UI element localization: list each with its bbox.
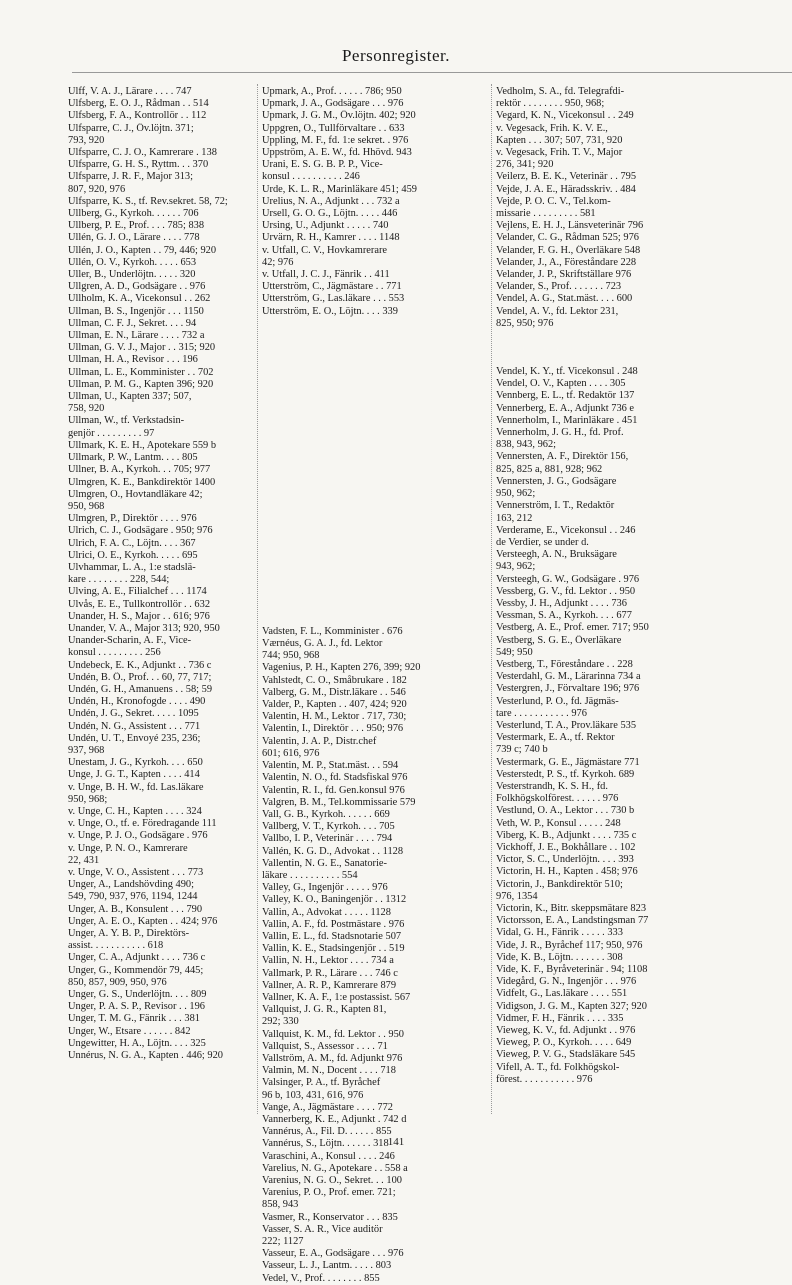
register-entry: Vallentin, N. G. E., Sanatorie- — [262, 857, 387, 869]
register-entry: Varaschini, A., Konsul . . . . 246 — [262, 1150, 395, 1162]
header-rule — [72, 72, 792, 73]
register-entry: Ullman, H. A., Revisor . . . 196 — [68, 354, 198, 366]
register-entry: Undén, U. T., Envoyé 235, 236; — [68, 732, 201, 744]
register-entry: Vedel, V., Prof. . . . . . . . 855 — [262, 1272, 380, 1284]
register-entry: Ulvås, E. E., Tullkontrollör . . 632 — [68, 598, 211, 610]
register-entry: Vesterlund, P. O., fd. Jägmäs- — [496, 695, 619, 707]
register-entry: Ullman, G. V. J., Major . . 315; 920 — [68, 342, 216, 354]
register-entry: Vessberg, G. V., fd. Lektor . . 950 — [496, 585, 636, 597]
register-entry: Vidigson, J. G. M., Kapten 327; 920 — [496, 1000, 647, 1012]
register-entry: Vasser, S. A. R., Vice auditör — [262, 1223, 383, 1235]
register-entry: v. Unge, P. N. O., Kamrerare — [68, 842, 188, 854]
register-entry: v. Unge, V. O., Assistent . . . 773 — [68, 867, 204, 878]
register-entry: Unger, P. A. S. P., Revisor . . 196 — [68, 1001, 205, 1013]
register-entry: Valentin, H. M., Lektor . 717, 730; — [262, 711, 407, 723]
register-entry: v. Utfall, J. C. J., Fänrik . . 411 — [262, 269, 390, 281]
register-entry: Videgård, G. N., Ingenjör . . . 976 — [496, 976, 637, 988]
register-entry: Unge, J. G. T., Kapten . . . . 414 — [68, 769, 200, 781]
register-entry: Unger, A. Y. B. P., Direktörs- — [68, 928, 190, 940]
register-entry: Unger, A. E. O., Kapten . . 424; 976 — [68, 915, 218, 927]
register-entry: v. Utfall, C. V., Hovkamrerare — [262, 244, 388, 256]
register-entry: Unander, H. S., Major . . 616; 976 — [68, 610, 210, 622]
register-entry: Vejde, J. A. E., Häradsskriv. . 484 — [496, 183, 636, 195]
register-entry: Vide, J. R., Byråchef 117; 950, 976 — [496, 939, 643, 951]
register-entry: Valley, G., Ingenjör . . . . . 976 — [262, 882, 388, 894]
register-entry: Valentin, R. I., fd. Gen.konsul 976 — [262, 784, 405, 796]
register-entry: Vallén, K. G. D., Advokat . . 1128 — [262, 845, 404, 857]
register-entry: Vendel, O. V., Kapten . . . . 305 — [496, 378, 626, 390]
register-entry: Ulvhammar, L. A., 1:e stadslä- — [68, 561, 196, 573]
register-entry: Ulmgren, P., Direktör . . . . 976 — [68, 513, 197, 525]
register-entry: Valmin, M. N., Docent . . . . 718 — [262, 1065, 396, 1077]
register-entry: 96 b, 103, 431, 616, 976 — [262, 1089, 364, 1101]
register-entry: Ulfsberg, F. A., Kontrollör . . 112 — [68, 110, 207, 122]
register-entry: Vallquist, J. G. R., Kapten 81, — [262, 1004, 387, 1016]
register-entry: Vannerberg, K. E., Adjunkt . 742 d — [262, 1113, 407, 1125]
register-entry: Ulrich, C. J., Godsägare . 950; 976 — [68, 525, 213, 537]
register-entry: Ulfsparre, C. J., Öv.löjtn. 371; — [68, 122, 194, 134]
register-entry: 163, 212 — [496, 512, 533, 524]
register-entry: Utterström, E. O., Löjtn. . . . 339 — [262, 305, 398, 317]
register-entry: Vallbo, I. P., Veterinär . . . . 794 — [262, 833, 393, 845]
register-entry: de Verdier, se under d. — [496, 536, 589, 548]
register-entry: Urani, E. S. G. B. P. P., Vice- — [262, 159, 383, 171]
register-entry: Unger, A., Landshövding 490; — [68, 879, 194, 891]
register-entry: Vestermark, E. A., tf. Rektor — [496, 732, 615, 744]
register-entry: Uller, B., Underlöjtn. . . . . 320 — [68, 269, 196, 281]
register-entry: 858, 943 — [262, 1199, 299, 1211]
register-entry: Undén, G. H., Amanuens . . 58; 59 — [68, 683, 213, 695]
register-entry: Vieweg, P. O., Kyrkoh. . . . . 649 — [496, 1037, 632, 1049]
register-entry: Ullman, C. F. J., Sekret. . . . 94 — [68, 317, 197, 329]
register-entry: Vallin, A. F., fd. Postmästare . 976 — [262, 918, 405, 930]
register-entry: Vesterdahl, G. M., Lärarinna 734 a — [496, 671, 641, 683]
register-entry: 838, 943, 962; — [496, 439, 557, 451]
register-entry: Ullholm, K. A., Vicekonsul . . 262 — [68, 293, 211, 305]
register-entry: Vestberg, T., Föreståndare . . 228 — [496, 658, 633, 670]
register-entry: Ulfsparre, J. R. F., Major 313; — [68, 171, 193, 183]
register-column-1 — [68, 86, 252, 1062]
register-entry: missarie . . . . . . . . . 581 — [496, 208, 596, 220]
register-entry: Velander, C. G., Rådman 525; 976 — [496, 232, 640, 244]
register-entry: 943, 962; — [496, 561, 536, 573]
register-entry: Ungewitter, H. A., Löjtn. . . . 325 — [68, 1037, 206, 1049]
register-entry: Vidmer, F. H., Fänrik . . . . 335 — [496, 1012, 624, 1024]
register-entry: förest. . . . . . . . . . . 976 — [496, 1073, 593, 1085]
register-entry: Ulfsberg, E. O. J., Rådman . . 514 — [68, 98, 209, 110]
register-entry: 793, 920 — [68, 134, 105, 146]
column-divider — [491, 84, 492, 1114]
register-entry: Unger, G., Kommendör 79, 445; — [68, 964, 204, 976]
register-entry: Victorin, J., Bankdirektör 510; — [496, 878, 623, 890]
register-entry: 950, 968; — [68, 793, 108, 805]
register-entry: Ullman, B. S., Ingenjör . . . 1150 — [68, 305, 204, 317]
register-entry: Viberg, K. B., Adjunkt . . . . 735 c — [496, 829, 637, 841]
register-entry: Ulving, A. E., Filialchef . . . 1174 — [68, 586, 207, 598]
register-entry: Versteegh, G. W., Godsägare . 976 — [496, 573, 640, 585]
register-entry: Vestberg, S. G. E., Överläkare — [496, 634, 622, 646]
register-entry: Vejde, P. O. C. V., Tel.kom- — [496, 195, 611, 207]
register-entry: Vesterstrandh, K. S. H., fd. — [496, 780, 608, 792]
register-entry: konsul . . . . . . . . . 256 — [68, 647, 161, 659]
register-entry: 937, 968 — [68, 744, 105, 756]
register-entry: Vieweg, P. V. G., Stadsläkare 545 — [496, 1049, 636, 1061]
register-entry: läkare . . . . . . . . . . 554 — [262, 869, 358, 881]
register-entry: Vennerström, I. T., Redaktör — [496, 500, 615, 512]
register-entry: Veilerz, B. E. K., Veterinär . . 795 — [496, 171, 637, 183]
register-entry: Folkhögskolförest. . . . . . 976 — [496, 793, 619, 805]
register-entry: Varelius, N. G., Apotekare . . 558 a — [262, 1162, 408, 1174]
register-entry: Vendel, A. G., Stat.mäst. . . . 600 — [496, 293, 633, 305]
register-entry: Utterström, G., Las.läkare . . . 553 — [262, 293, 405, 305]
register-entry: Vejlens, E. H. J., Länsveterinär 796 — [496, 220, 644, 232]
register-entry: Valentin, J. A. P., Distr.chef — [262, 735, 377, 747]
register-entry: Ulmgren, O., Hovtandläkare 42; — [68, 488, 203, 500]
register-entry: Unger, C. A., Adjunkt . . . . 736 c — [68, 952, 206, 964]
register-entry: Vasmer, R., Konservator . . . 835 — [262, 1211, 398, 1223]
register-entry: Vessby, J. H., Adjunkt . . . . 736 — [496, 597, 627, 609]
register-entry: Vestermark, G. E., Jägmästare 771 — [496, 756, 640, 768]
register-entry: Vickhoff, J. E., Bokhållare . . 102 — [496, 841, 636, 853]
register-entry: Vannérus, S., Löjtn. . . . . . 318 — [262, 1138, 389, 1150]
register-entry: Veth, W. P., Konsul . . . . . 248 — [496, 817, 621, 829]
register-entry: Valder, P., Kapten . . 407, 424; 920 — [262, 699, 407, 711]
register-entry: Unger, T. M. G., Fänrik . . . 381 — [68, 1013, 200, 1025]
register-entry: tare . . . . . . . . . . . 976 — [496, 707, 587, 719]
register-entry: 549; 950 — [496, 646, 533, 658]
register-entry: Varenius, P. O., Prof. emer. 721; — [262, 1187, 396, 1199]
register-entry: Varenius, N. G. O., Sekret. . . 100 — [262, 1175, 402, 1186]
register-entry: Victorin, K., Bitr. skeppsmätare 823 — [496, 903, 647, 914]
register-entry: Vennerholm, J. G. H., fd. Prof. — [496, 427, 624, 439]
register-entry: Upmark, J. G. M., Öv.löjtn. 402; 920 — [262, 110, 416, 122]
register-entry: Undebeck, E. K., Adjunkt . . 736 c — [68, 659, 212, 671]
register-entry: Vallquist, K. M., fd. Lektor . . 950 — [262, 1028, 404, 1040]
register-entry: Urde, K. L. R., Marinläkare 451; 459 — [262, 183, 417, 195]
register-entry: 42; 976 — [262, 256, 294, 268]
register-entry: assist. . . . . . . . . . . 618 — [68, 940, 164, 952]
register-entry: Urelius, N. A., Adjunkt . . . 732 a — [262, 195, 400, 207]
register-entry: Vennersten, A. F., Direktör 156, — [496, 451, 629, 463]
register-entry: 222; 1127 — [262, 1236, 304, 1248]
register-entry: Unnérus, N. G. A., Kapten . 446; 920 — [68, 1050, 223, 1062]
register-entry: Vendel, K. Y., tf. Vicekonsul . 248 — [496, 366, 638, 378]
register-entry: 549, 790, 937, 976, 1194, 1244 — [68, 891, 198, 903]
register-entry: Vahlstedt, C. O., Småbrukare . 182 — [262, 674, 407, 686]
register-entry: Vide, K. B., Löjtn. . . . . . . 308 — [496, 951, 623, 963]
register-entry: 807, 920, 976 — [68, 183, 126, 195]
register-entry: Ulfsparre, C. J. O., Kamrerare . 138 — [68, 147, 217, 159]
register-entry: Ullman, W., tf. Verkstadsin- — [68, 415, 185, 427]
register-entry: Vedholm, S. A., fd. Telegrafdi- — [496, 86, 625, 97]
register-entry: Upmark, A., Prof. . . . . . 786; 950 — [262, 86, 402, 97]
register-entry: Ursell, G. O. G., Löjtn. . . . . 446 — [262, 208, 398, 220]
register-entry: Vallner, K. A. F., 1:e postassist. 567 — [262, 991, 411, 1003]
register-entry: Vestergren, J., Förvaltare 196; 976 — [496, 683, 640, 695]
register-entry: Uppgren, O., Tullförvaltare . . 633 — [262, 122, 405, 134]
register-entry: Vidfelt, G., Las.läkare . . . . 551 — [496, 988, 628, 1000]
register-entry: Valentin, N. O., fd. Stadsfiskal 976 — [262, 772, 408, 784]
register-entry: Ullman, L. E., Komminister . . 702 — [68, 366, 214, 378]
register-entry: Vendel, A. V., fd. Lektor 231, — [496, 305, 619, 317]
register-entry: Vallström, A. M., fd. Adjunkt 976 — [262, 1052, 403, 1064]
register-entry: Værnéus, G. A. J., fd. Lektor — [262, 638, 383, 650]
register-entry: Ulrici, O. E., Kyrkoh. . . . . 695 — [68, 549, 198, 561]
register-entry: Uppling, M. F., fd. 1:e sekret. . 976 — [262, 134, 409, 146]
register-entry: Verderame, E., Vicekonsul . . 246 — [496, 524, 636, 536]
register-entry: Ullén, O. V., Kyrkoh. . . . . 653 — [68, 256, 197, 268]
register-entry: 739 c; 740 b — [496, 744, 548, 756]
register-entry: Vallin, A., Advokat . . . . . 1128 — [262, 906, 391, 918]
register-column-2 — [262, 86, 488, 1285]
register-entry: 601; 616, 976 — [262, 747, 320, 759]
register-entry: Ulfsparre, K. S., tf. Rev.sekret. 58, 72; — [68, 195, 228, 207]
register-entry: Ullén, G. J. O., Lärare . . . . 778 — [68, 232, 200, 244]
page-number: 141 — [387, 1136, 405, 1148]
register-entry: Vallner, A. R. P., Kamrerare 879 — [262, 979, 397, 991]
register-entry: Uppström, A. E. W., fd. Hhövd. 943 — [262, 147, 412, 159]
register-entry: Ullgren, A. D., Godsägare . . 976 — [68, 281, 206, 293]
register-entry: Vennerberg, E. A., Adjunkt 736 e — [496, 402, 635, 414]
register-entry: Vadsten, F. L., Komminister . 676 — [262, 625, 403, 637]
register-entry: Vessman, S. A., Kyrkoh. . . . 677 — [496, 610, 632, 622]
register-entry: Ulfsparre, G. H. S., Ryttm. . . 370 — [68, 159, 209, 171]
register-entry: Vesterlund, T. A., Prov.läkare 535 — [496, 719, 637, 731]
register-entry: Urvärn, R. H., Kamrer . . . . 1148 — [262, 232, 400, 244]
register-entry: 292; 330 — [262, 1016, 299, 1028]
register-entry: Vall, G. B., Kyrkoh. . . . . . 669 — [262, 808, 390, 820]
register-entry: genjör . . . . . . . . . 97 — [68, 427, 155, 439]
register-entry: rektör . . . . . . . . 950, 968; — [496, 98, 605, 110]
register-entry: Ullberg, G., Kyrkoh. . . . . . 706 — [68, 208, 199, 220]
register-entry: 950, 968 — [68, 500, 105, 512]
register-entry: Ullmark, K. E. H., Apotekare 559 b — [68, 439, 217, 451]
register-entry: 850, 857, 909, 950, 976 — [68, 976, 167, 988]
register-entry: Unestam, J. G., Kyrkoh. . . . 650 — [68, 757, 203, 769]
register-entry: Ullberg, P. E., Prof. . . . 785; 838 — [68, 220, 205, 232]
register-entry: Valgren, B. M., Tel.kommissarie 579 — [262, 796, 416, 808]
register-entry: Victorsson, E. A., Landstingsman 77 — [496, 915, 649, 927]
register-entry: Undén, B. Ö., Prof. . . 60, 77, 717; — [68, 671, 212, 683]
register-entry: v. Unge, C. H., Kapten . . . . 324 — [68, 805, 202, 817]
register-entry: 825, 950; 976 — [496, 317, 554, 329]
register-entry: v. Vegesack, Frih. T. V., Major — [496, 147, 623, 159]
page-title: Personregister. — [341, 46, 451, 65]
register-entry: Unger, A. B., Konsulent . . . 790 — [68, 903, 203, 915]
register-entry: Vallquist, S., Assessor . . . . 71 — [262, 1040, 388, 1052]
register-entry: Victorin, H. H., Kapten . 458; 976 — [496, 866, 638, 878]
register-entry: 976, 1354 — [496, 890, 538, 902]
register-entry: Ullman, E. N., Lärare . . . . 732 a — [68, 330, 205, 342]
register-entry: Undén, N. G., Assistent . . . 771 — [68, 720, 201, 732]
register-entry: 950, 962; — [496, 488, 536, 500]
register-entry: Velander, S., Prof. . . . . . . 723 — [496, 281, 622, 293]
register-entry: Unander-Scharin, A. F., Vice- — [68, 635, 192, 647]
register-entry: Ulmgren, K. E., Bankdirektör 1400 — [68, 476, 216, 488]
register-entry: Unander, V. A., Major 313; 920, 950 — [68, 622, 220, 634]
register-entry: Vennberg, E. L., tf. Redaktör 137 — [496, 390, 635, 402]
register-entry: Vifell, A. T., fd. Folkhögskol- — [496, 1061, 620, 1073]
register-entry: Utterström, C., Jägmästare . . 771 — [262, 281, 402, 293]
register-entry: Vieweg, K. V., fd. Adjunkt . . 976 — [496, 1025, 636, 1037]
register-entry: Vesterstedt, P. S., tf. Kyrkoh. 689 — [496, 768, 635, 780]
register-entry: Vagenius, P. H., Kapten 276, 399; 920 — [262, 662, 421, 674]
register-entry: Vegard, K. N., Vicekonsul . . 249 — [496, 110, 634, 122]
register-entry: Undén, J. G., Sekret. . . . . 1095 — [68, 708, 199, 720]
register-entry: Ullner, B. A., Kyrkoh. . . 705; 977 — [68, 464, 211, 476]
register-entry: Kapten . . . 307; 507, 731, 920 — [496, 134, 623, 146]
register-entry: 825, 825 a, 881, 928; 962 — [496, 463, 603, 475]
register-entry: Versteegh, A. N., Bruksägare — [496, 549, 617, 561]
register-column-3 — [496, 86, 736, 1086]
register-entry: Vallberg, V. T., Kyrkoh. . . . 705 — [262, 821, 395, 833]
register-entry: Victor, S. C., Underlöjtn. . . . 393 — [496, 854, 634, 866]
register-entry: Unger, G. S., Underlöjtn. . . . 809 — [68, 989, 207, 1001]
register-entry: Ullman, P. M. G., Kapten 396; 920 — [68, 378, 214, 390]
register-entry: Ulrich, F. A. C., Löjtn. . . . 367 — [68, 537, 196, 549]
register-entry: Ullmark, P. W., Lantm. . . . 805 — [68, 452, 198, 464]
register-entry: Vasseur, E. A., Godsägare . . . 976 — [262, 1248, 404, 1260]
register-entry: 744; 950, 968 — [262, 650, 320, 662]
register-entry: Valsinger, P. A., tf. Byråchef — [262, 1077, 381, 1089]
register-entry: Ullén, J. O., Kapten . . 79, 446; 920 — [68, 244, 217, 256]
register-entry: Ursing, U., Adjunkt . . . . . 740 — [262, 220, 389, 232]
register-entry: 276, 341; 920 — [496, 159, 554, 171]
register-entry: v. Vegesack, Frih. K. V. E., — [496, 122, 608, 134]
register-entry: kare . . . . . . . . 228, 544; — [68, 574, 170, 586]
register-entry: Undén, H., Kronofogde . . . . 490 — [68, 696, 206, 708]
register-entry: Vannérus, A., Fil. D. . . . . . 855 — [262, 1126, 392, 1138]
column-divider — [257, 84, 258, 1114]
register-entry: Valentin, I., Direktör . . . 950; 976 — [262, 723, 404, 735]
register-entry: v. Unge, B. H. W., fd. Las.läkare — [68, 781, 204, 793]
register-entry: Vange, A., Jägmästare . . . . 772 — [262, 1101, 394, 1113]
register-entry: Vennersten, J. G., Godsägare — [496, 475, 617, 487]
register-entry: Vestberg, A. E., Prof. emer. 717; 950 — [496, 622, 649, 634]
register-entry: Velander, F. G. H., Överläkare 548 — [496, 244, 641, 256]
register-entry: 22, 431 — [68, 854, 100, 866]
register-entry: Valley, K. O., Baningenjör . . 1312 — [262, 894, 407, 906]
register-entry: v. Unge, O., tf. e. Föredragande 111 — [68, 818, 217, 830]
register-entry: Vennerholm, I., Marinläkare . 451 — [496, 414, 638, 426]
register-entry: Upmark, J. A., Godsägare . . . 976 — [262, 98, 404, 110]
register-entry: Ulff, V. A. J., Lärare . . . . 747 — [68, 86, 192, 97]
register-entry: Vallin, E. L., fd. Stadsnotarie 507 — [262, 930, 402, 942]
register-entry: Valberg, G. M., Distr.läkare . . 546 — [262, 686, 406, 698]
register-entry: Vasseur, L. J., Lantm. . . . . 803 — [262, 1260, 392, 1272]
register-entry: Ullman, U., Kapten 337; 507, — [68, 391, 192, 403]
register-entry: Vidal, G. H., Fänrik . . . . . 333 — [496, 927, 623, 939]
register-entry: Vallin, N. H., Lektor . . . . 734 a — [262, 955, 394, 967]
register-entry: Vestlund, O. A., Lektor . . . 730 b — [496, 805, 635, 817]
register-entry: Velander, J., A., Föreståndare 228 — [496, 256, 637, 268]
register-entry: Vide, K. F., Byråveterinär . 94; 1108 — [496, 964, 648, 976]
register-entry: 758, 920 — [68, 403, 105, 415]
register-entry: konsul . . . . . . . . . . 246 — [262, 171, 360, 183]
register-entry: Unger, W., Etsare . . . . . . 842 — [68, 1025, 191, 1037]
register-entry: v. Unge, P. J. O., Godsägare . 976 — [68, 830, 208, 842]
register-entry: Valentin, M. P., Stat.mäst. . . 594 — [262, 760, 399, 772]
register-entry: Velander, J. P., Skriftställare 976 — [496, 269, 632, 281]
register-entry: Vallmark, P. R., Lärare . . . 746 c — [262, 967, 398, 979]
register-entry: Vallin, K. E., Stadsingenjör . . 519 — [262, 943, 405, 955]
